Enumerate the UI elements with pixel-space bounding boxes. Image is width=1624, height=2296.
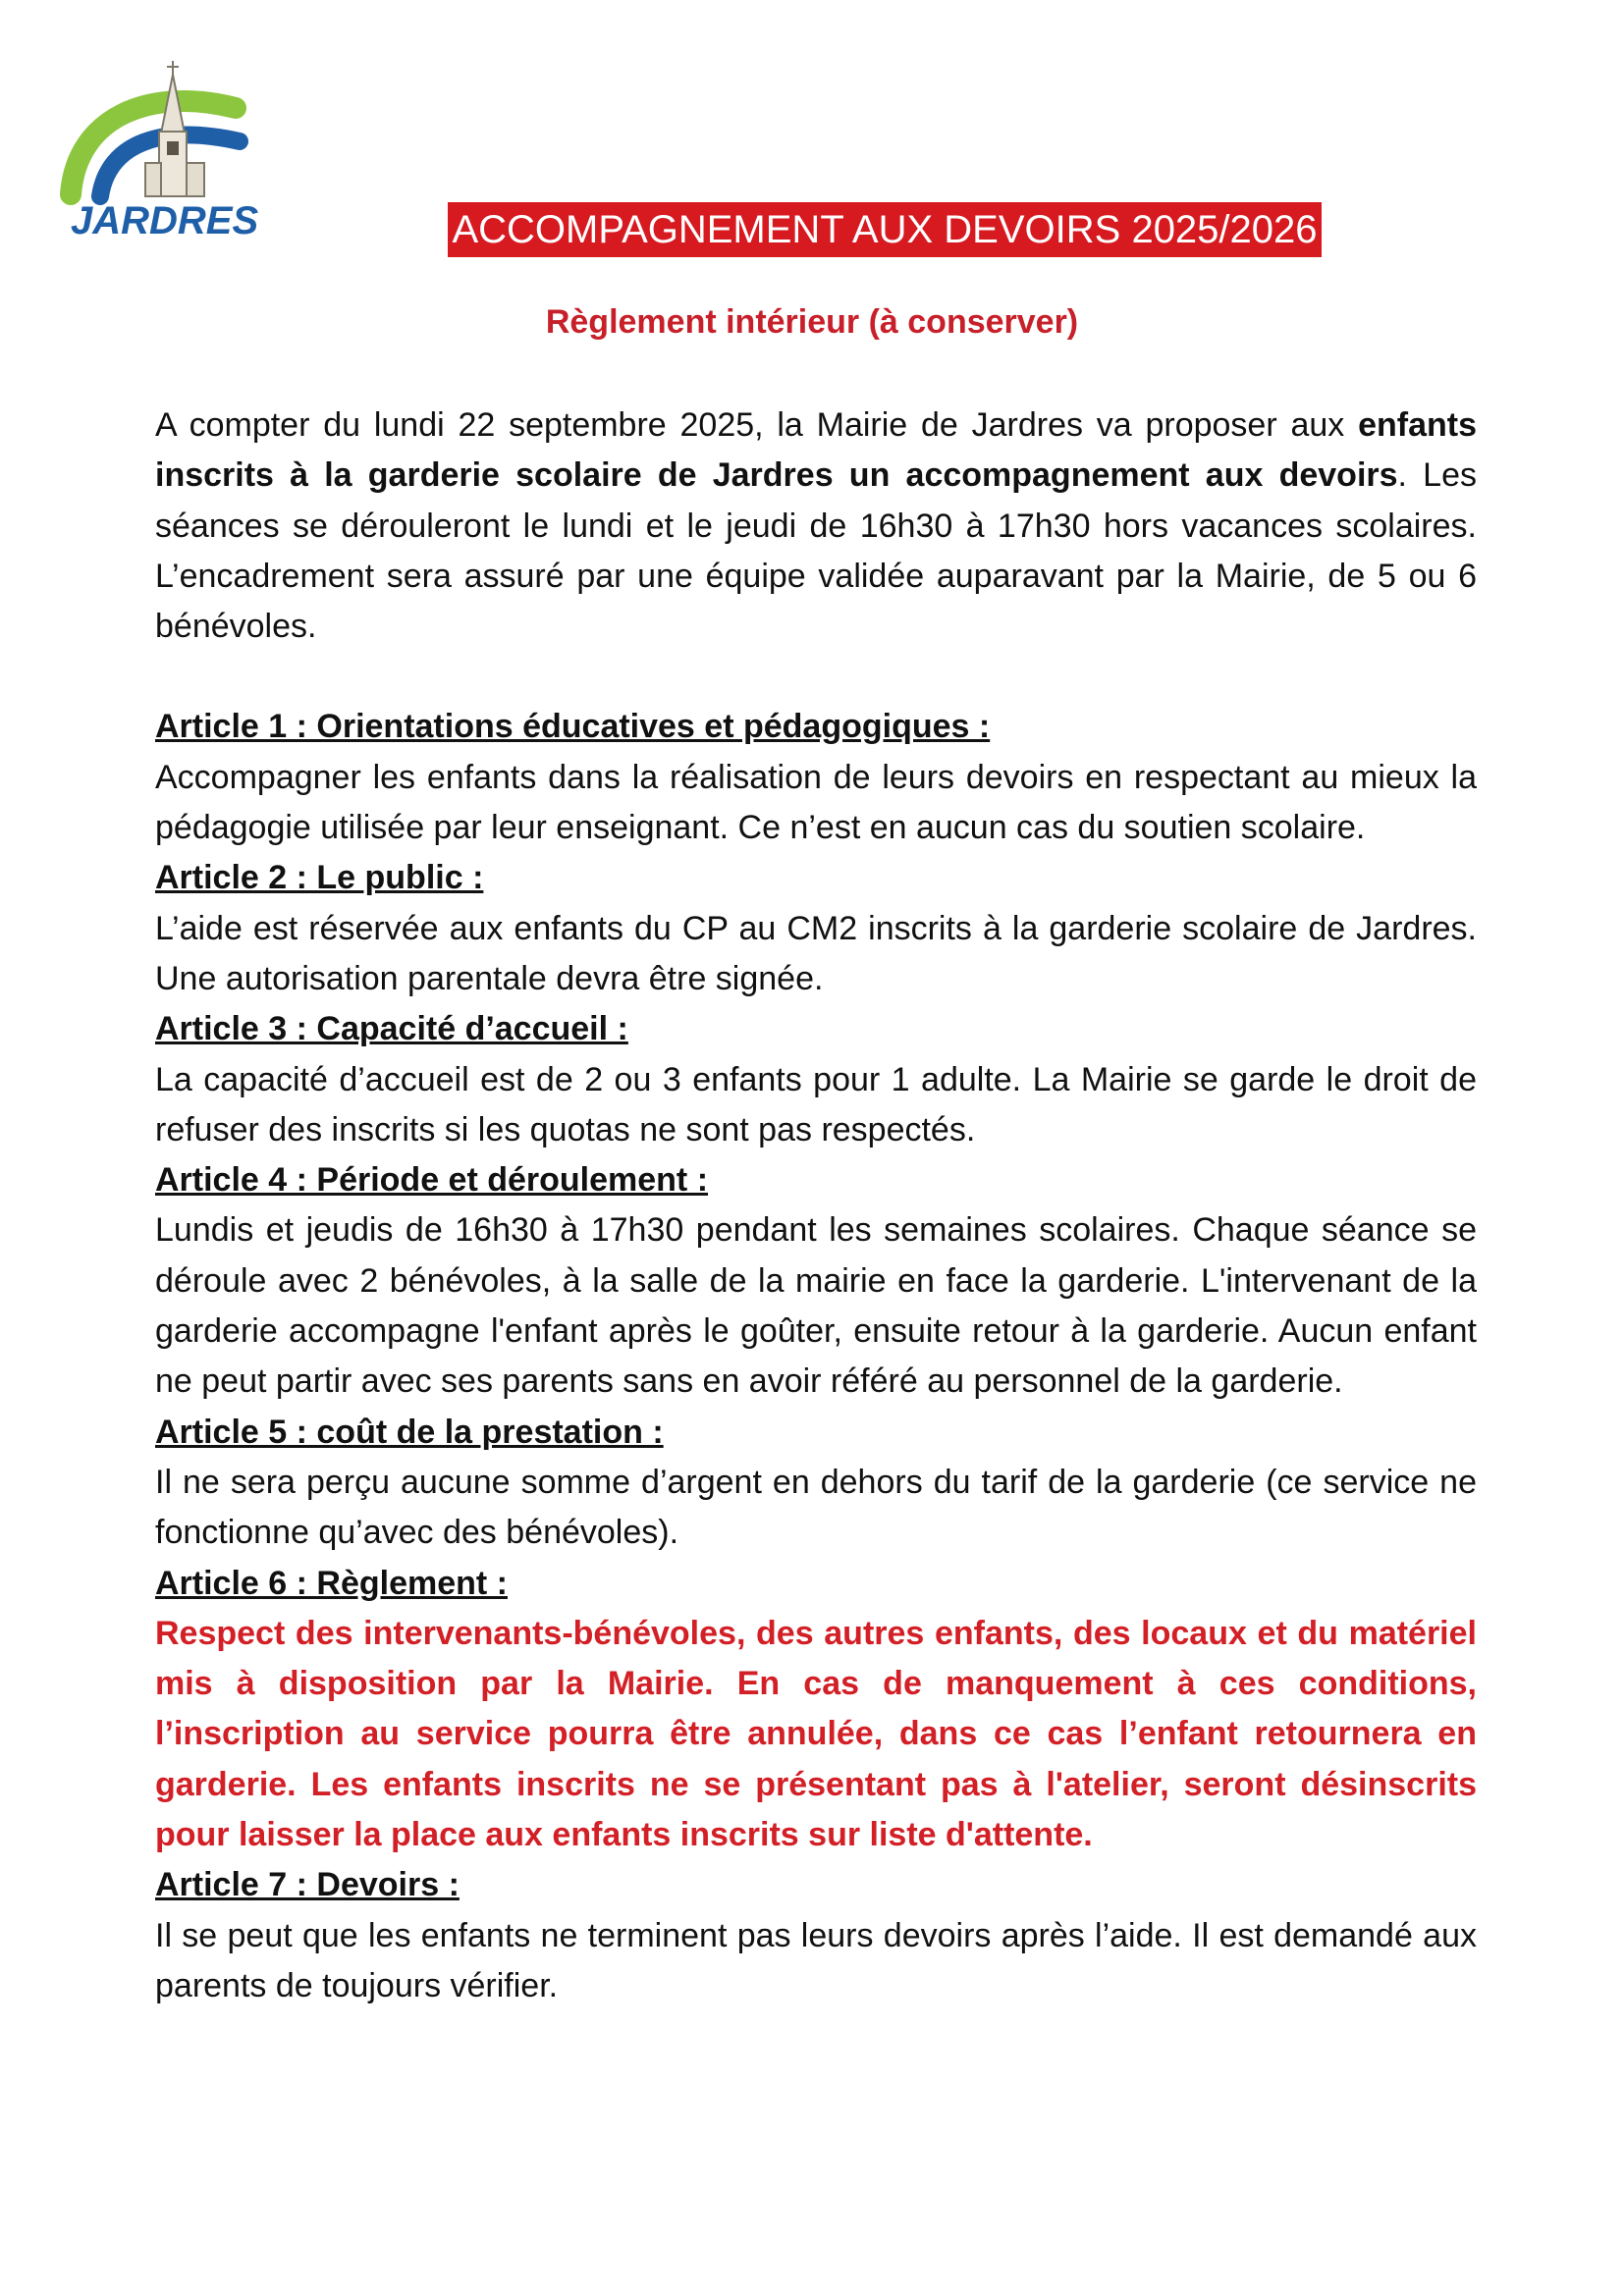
article-1 bbox=[155, 702, 1477, 853]
article-heading: Article 4 : Période et déroulement : bbox=[155, 1161, 709, 1200]
article-7 bbox=[155, 1860, 1477, 2011]
page-subtitle: Règlement intérieur (à conserver) bbox=[545, 303, 1079, 341]
svg-text:JARDRES: JARDRES bbox=[71, 199, 259, 242]
article-body: Accompagner les enfants dans la réalisation de leurs devoirs en respectant au mieux la pédagogie utilisée par leur enseignant. Ce n’est en aucun cas du soutien scolaire. bbox=[155, 758, 1477, 847]
intro-paragraph: A compter du lundi 22 septembre 2025, la Mairie de Jardres va proposer aux enfants inscrits à la garderie scolaire de Jardres un accompagnement aux devoirs. Les séances se dérouleront le lundi et le jeudi de 16h30 à 17h30 hors vacances scolaires. L’encadrement sera assuré par une équipe validée auparavant par la Mairie, de 5 ou 6 bénévoles. bbox=[155, 406, 1477, 646]
article-heading: Article 5 : coût de la prestation : bbox=[155, 1413, 664, 1451]
article-body: La capacité d’accueil est de 2 ou 3 enfants pour 1 adulte. La Mairie se garde le droit de refuser des inscrits si les quotas ne sont pas respectés. bbox=[155, 1060, 1477, 1148]
article-heading: Article 1 : Orientations éducatives et pédagogiques : bbox=[155, 708, 991, 746]
article-heading: Article 6 : Règlement : bbox=[155, 1564, 508, 1602]
article-body: Il ne sera perçu aucune somme d’argent en dehors du tarif de la garderie (ce service ne fonctionne qu’avec des bénévoles). bbox=[155, 1463, 1477, 1552]
article-heading: Article 3 : Capacité d’accueil : bbox=[155, 1010, 628, 1048]
page-title: ACCOMPAGNEMENT AUX DEVOIRS 2025/2026 bbox=[448, 202, 1321, 257]
document-body bbox=[155, 400, 1477, 2011]
article-4 bbox=[155, 1155, 1477, 1407]
article-2 bbox=[155, 853, 1477, 1004]
article-6 bbox=[155, 1559, 1477, 1861]
article-heading: Article 2 : Le public : bbox=[155, 859, 484, 897]
article-body: Il se peut que les enfants ne terminent pas leurs devoirs après l’aide. Il est demandé aux parents de toujours vérifier. bbox=[155, 1916, 1477, 2004]
article-5 bbox=[155, 1408, 1477, 1559]
article-body: Respect des intervenants-bénévoles, des autres enfants, des locaux et du matériel mis à disposition par la Mairie. En cas de manquement à ces conditions, l’inscription au service pourra être annulée, dans ce cas l’enfant retournera en garderie. Les enfants inscrits ne se présentant pas à l'atelier, seront désinscrits pour laisser la place aux enfants inscrits sur liste d'attente. bbox=[155, 1614, 1477, 1854]
article-3 bbox=[155, 1004, 1477, 1155]
article-body: L’aide est réservée aux enfants du CP au CM2 inscrits à la garderie scolaire de Jardres. Une autorisation parentale devra être signée. bbox=[155, 909, 1477, 997]
article-heading: Article 7 : Devoirs : bbox=[155, 1866, 460, 1904]
article-body: Lundis et jeudis de 16h30 à 17h30 pendant les semaines scolaires. Chaque séance se déroule avec 2 bénévoles, à la salle de la mairie en face la garderie. L'intervenant de la garderie accompagne l'enfant après le goûter, ensuite retour à la garderie. Aucun enfant ne peut partir avec ses parents sans en avoir référé au personnel de la garderie. bbox=[155, 1211, 1477, 1401]
